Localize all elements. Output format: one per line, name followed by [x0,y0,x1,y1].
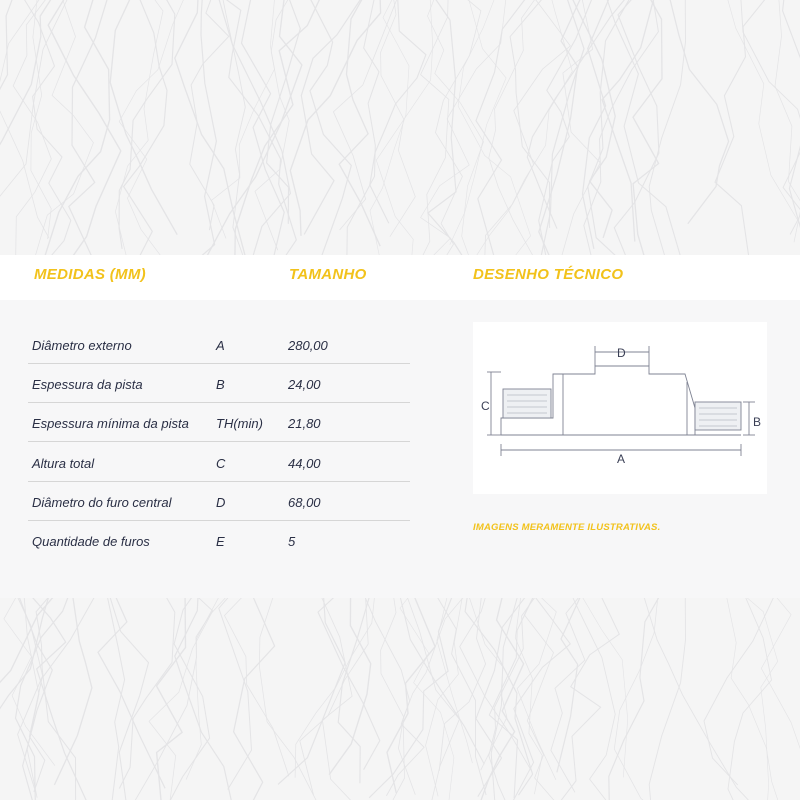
row-code: D [216,495,226,510]
row-value: 24,00 [288,377,321,392]
row-code: TH(min) [216,416,263,431]
row-value: 68,00 [288,495,321,510]
row-label: Espessura mínima da pista [32,416,189,431]
table-row [28,324,410,364]
label-d: D [617,346,626,360]
row-label: Altura total [32,456,95,471]
table-row [28,363,410,403]
row-label: Diâmetro do furo central [32,495,172,510]
table-row [28,481,410,521]
row-value: 44,00 [288,456,321,471]
left-brake-ring [503,389,551,418]
label-c: C [481,399,490,413]
table-row [28,402,410,442]
drawing-header: DESENHO TÉCNICO [473,266,624,283]
row-code: A [216,338,225,353]
row-code: B [216,377,225,392]
label-b: B [753,415,762,429]
background-texture-top [0,0,800,255]
row-code: C [216,456,226,471]
row-value: 5 [288,534,296,549]
table-row [28,442,410,482]
row-label: Diâmetro externo [32,338,132,353]
measures-header: MEDIDAS (MM) [34,266,146,283]
background-texture-bottom [0,598,800,800]
row-value: 280,00 [288,338,328,353]
row-code: E [216,534,225,549]
technical-drawing [473,322,767,494]
illustrative-caption: IMAGENS MERAMENTE ILUSTRATIVAS. [473,522,661,533]
size-header: TAMANHO [289,266,367,283]
row-label: Espessura da pista [32,377,143,392]
row-label: Quantidade de furos [32,534,150,549]
table-row [28,520,410,559]
label-a: A [617,452,626,466]
row-value: 21,80 [288,416,321,431]
